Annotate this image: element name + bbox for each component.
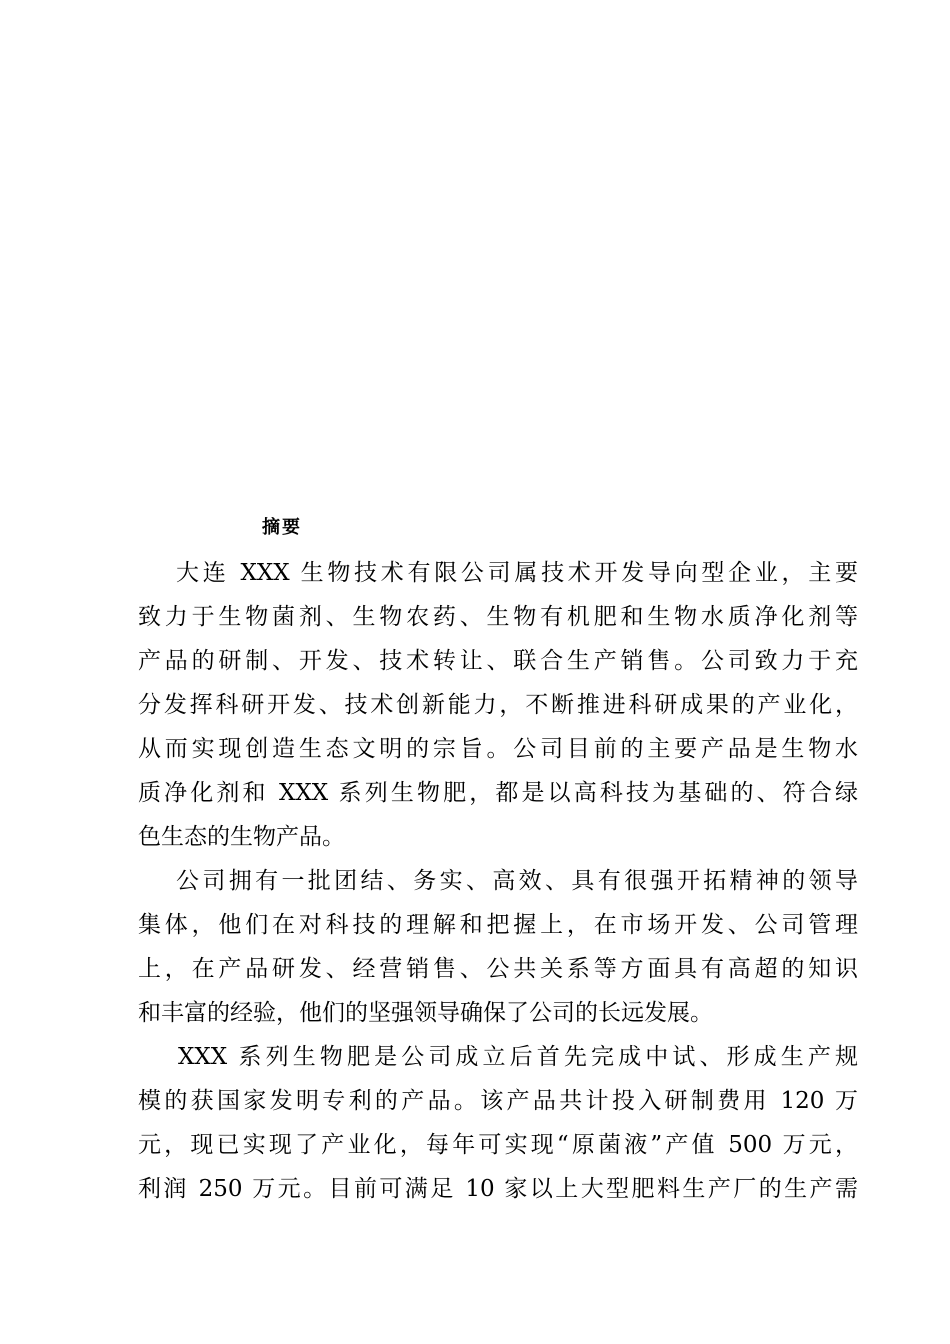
paragraph-1-line-5: 从而实现创造生态文明的宗旨。公司目前的主要产品是生物水 (138, 736, 858, 762)
paragraph-2-line-1: 公司拥有一批团结、务实、高效、具有很强开拓精神的领导 (176, 868, 858, 894)
paragraph-1-line-3: 产品的研制、开发、技术转让、联合生产销售。公司致力于充 (138, 648, 858, 674)
paragraph-2-line-4: 和丰富的经验，他们的坚强领导确保了公司的长远发展。 (138, 1000, 713, 1026)
paragraph-1-line-6: 质净化剂和 XXX 系列生物肥，都是以高科技为基础的、符合绿 (138, 780, 858, 806)
paragraph-1-line-1: 大连 XXX 生物技术有限公司属技术开发导向型企业，主要 (176, 560, 858, 586)
paragraph-3-line-4: 利润 250 万元。目前可满足 10 家以上大型肥料生产厂的生产需 (138, 1176, 858, 1202)
paragraph-1-line-4: 分发挥科研开发、技术创新能力，不断推进科研成果的产业化， (138, 692, 858, 718)
abstract-heading: 摘要 (262, 517, 302, 538)
paragraph-2-line-3: 上，在产品研发、经营销售、公共关系等方面具有高超的知识 (138, 956, 858, 982)
paragraph-3-line-2: 模的获国家发明专利的产品。该产品共计投入研制费用 120 万 (138, 1088, 858, 1114)
paragraph-3-line-3: 元，现已实现了产业化，每年可实现“原菌液”产值 500 万元， (138, 1132, 858, 1158)
paragraph-2-line-2: 集体，他们在对科技的理解和把握上，在市场开发、公司管理 (138, 912, 858, 938)
paragraph-3-line-1: XXX 系列生物肥是公司成立后首先完成中试、形成生产规 (178, 1044, 858, 1070)
paragraph-1-line-7: 色生态的生物产品。 (138, 824, 345, 850)
paragraph-1-line-2: 致力于生物菌剂、生物农药、生物有机肥和生物水质净化剂等 (138, 604, 858, 630)
